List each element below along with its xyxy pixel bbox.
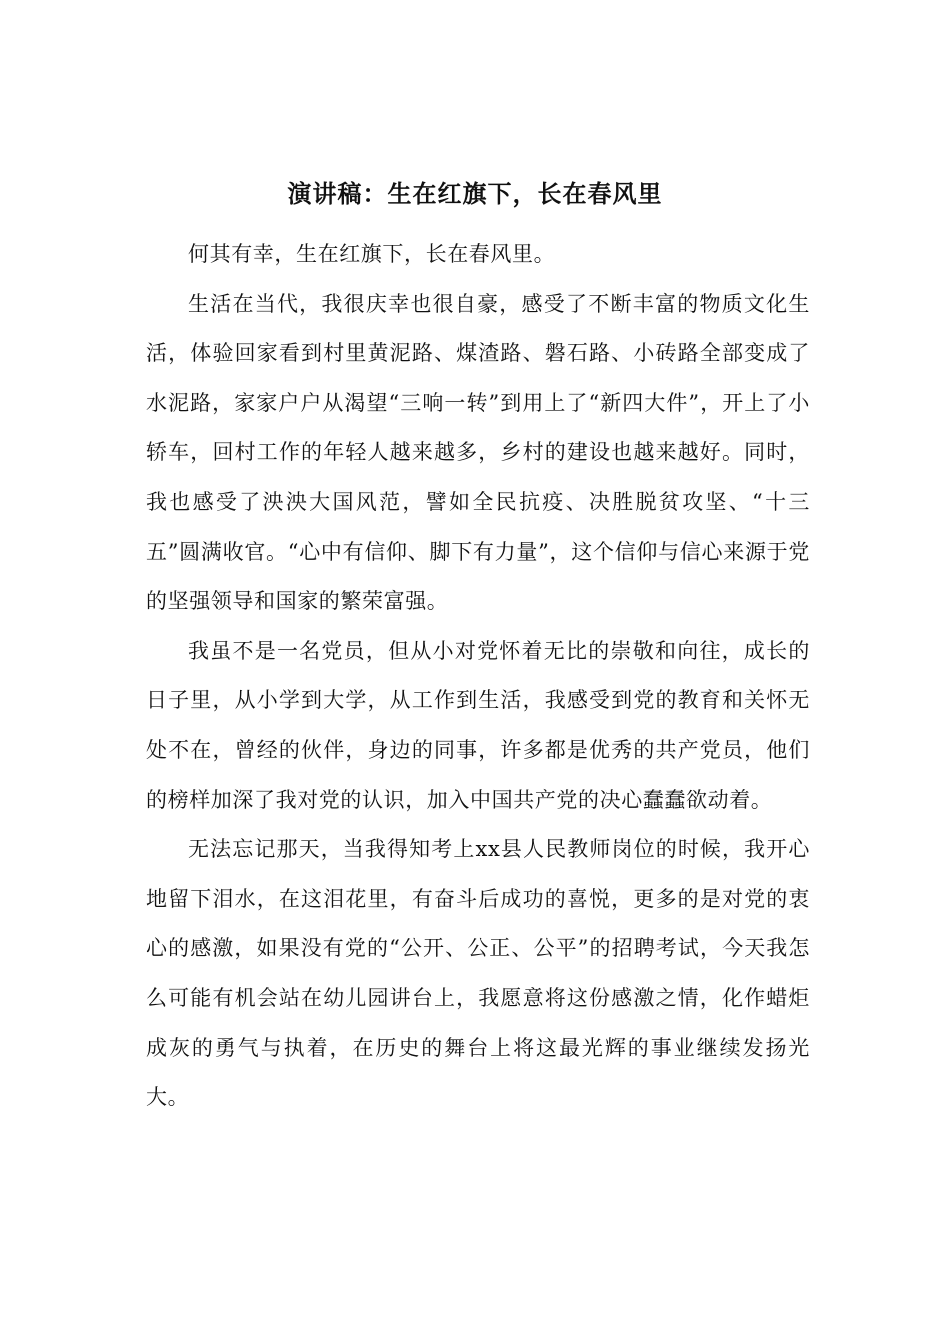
document-title: 演讲稿：生在红旗下，长在春风里 bbox=[287, 179, 663, 209]
paragraph-4: 无法忘记那天，当我得知考上xx县人民教师岗位的时候，我开心地留下泪水，在这泪花里，有奋斗后成功的喜悦，更多的是对党的衷心的感激，如果没有党的“公开、公正、公平”的招聘考试，今天我怎么可能有机会站在幼儿园讲台上，我愿意将这份感激之情，化作蜡炬成灰的勇气与执着，在历史的舞台上将这最光辉的事业继续发扬光大。 bbox=[146, 837, 810, 1110]
paragraph-3: 我虽不是一名党员，但从小对党怀着无比的崇敬和向往，成长的日子里，从小学到大学，从工作到生活，我感受到党的教育和关怀无处不在，曾经的伙伴，身边的同事，许多都是优秀的共产党员，他们的榜样加深了我对党的认识，加入中国共产党的决心蠢蠢欲动着。 bbox=[146, 638, 810, 812]
paragraph-1: 何其有幸，生在红旗下，长在春风里。 bbox=[188, 242, 556, 266]
document-body bbox=[146, 230, 810, 1123]
paragraph-2: 生活在当代，我很庆幸也很自豪，感受了不断丰富的物质文化生活，体验回家看到村里黄泥路、煤渣路、磐石路、小砖路全部变成了水泥路，家家户户从渴望“三响一转”到用上了“新四大件”，开上了小轿车，回村工作的年轻人越来越多，乡村的建设也越来越好。同时，我也感受了泱泱大国风范，譬如全民抗疫、决胜脱贫攻坚、“十三五”圆满收官。“心中有信仰、脚下有力量”，这个信仰与信心来源于党的坚强领导和国家的繁荣富强。 bbox=[146, 291, 810, 614]
